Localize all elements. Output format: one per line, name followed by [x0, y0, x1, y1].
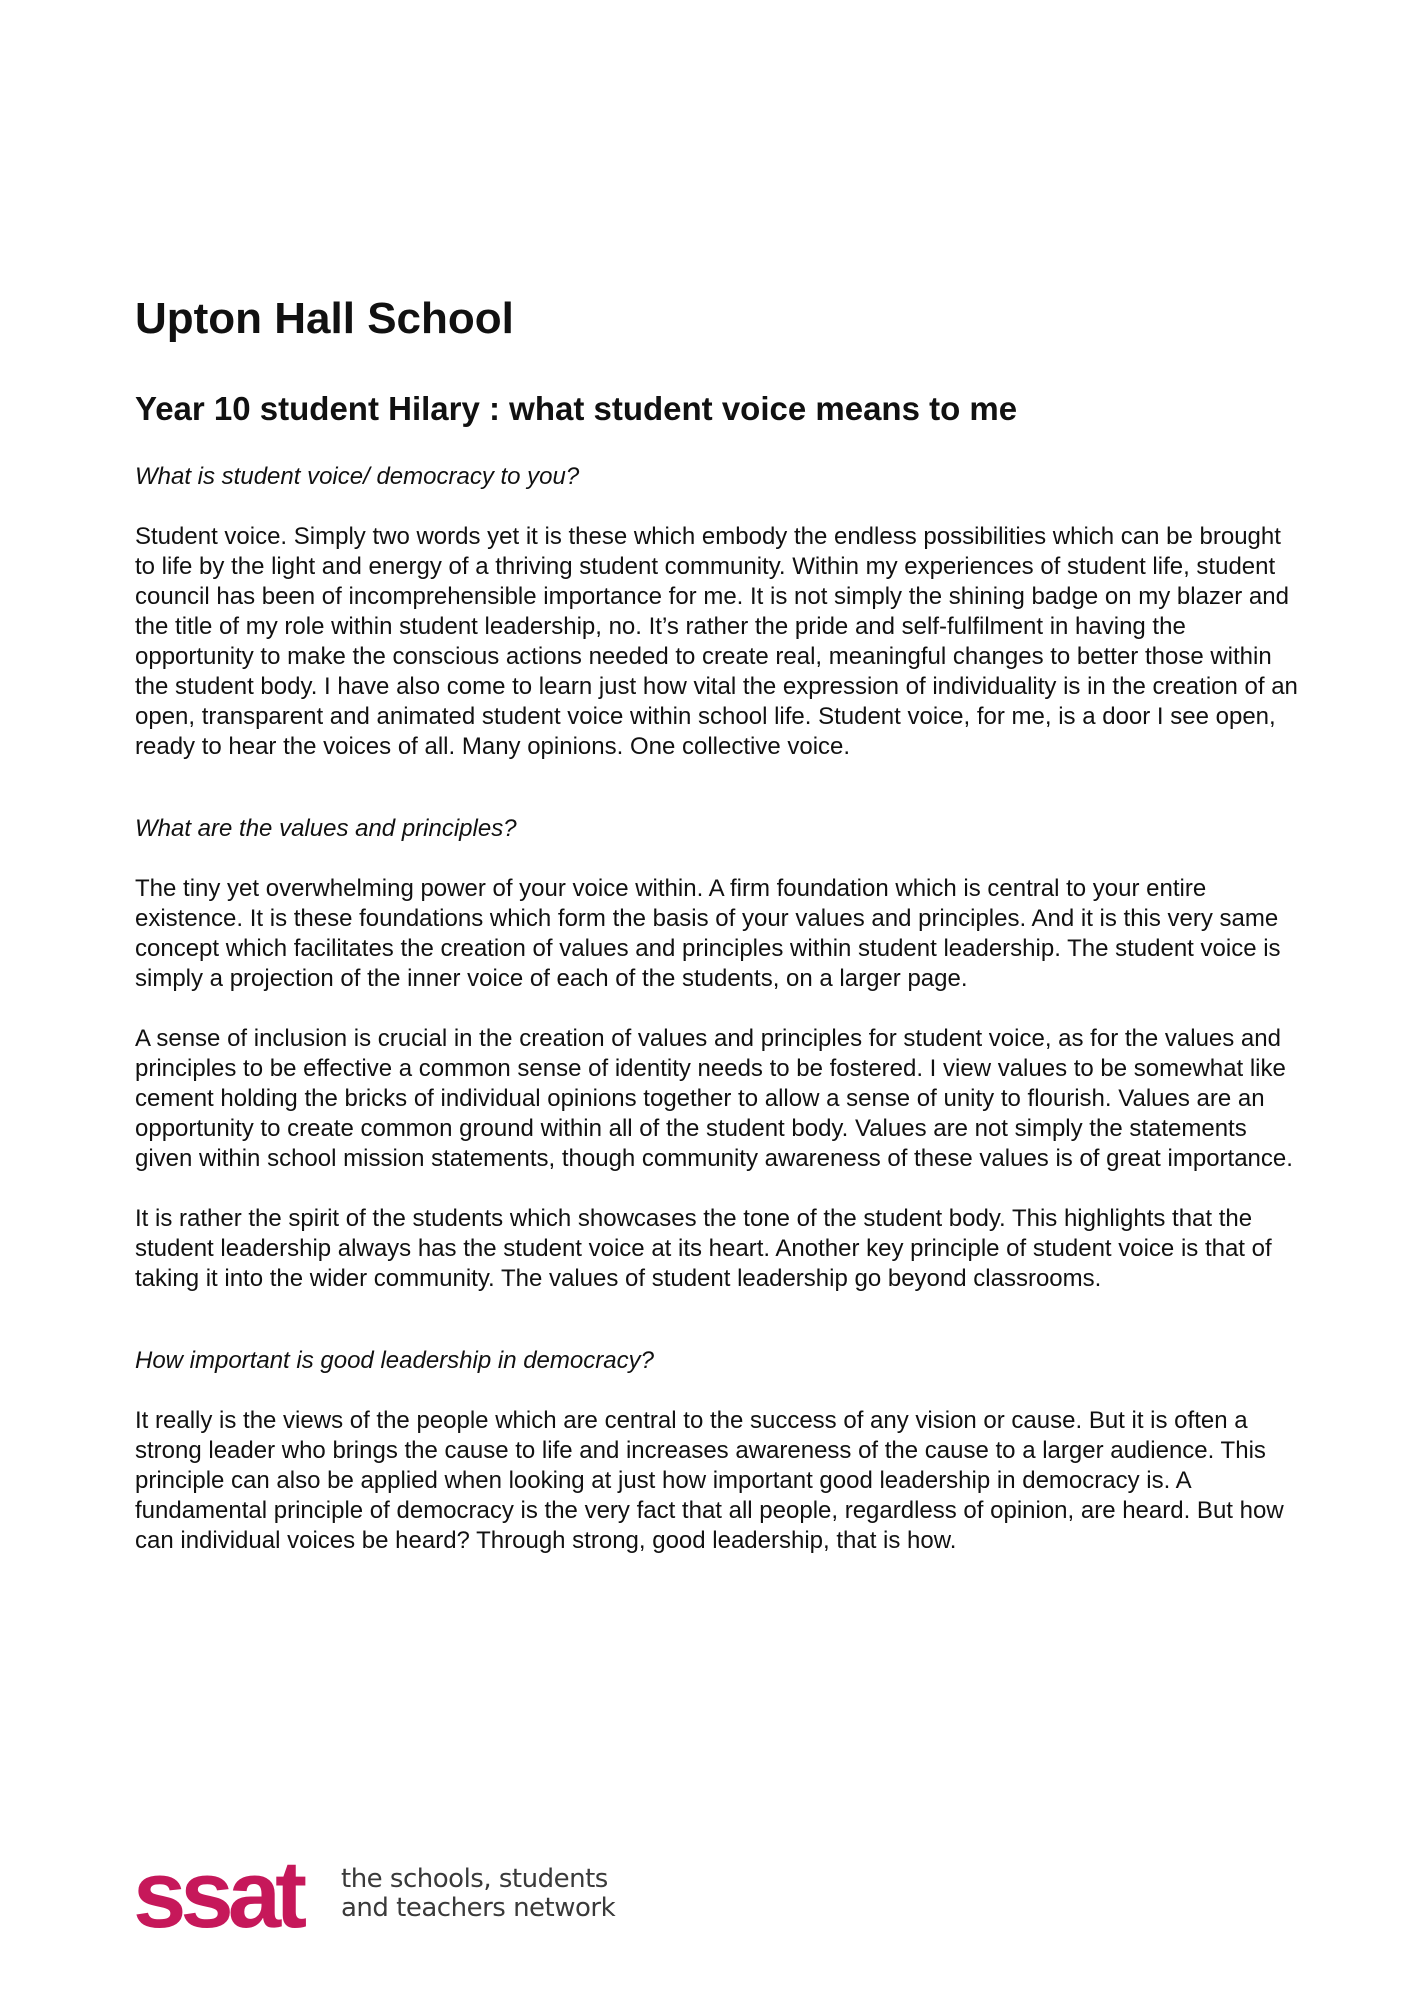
ssat-logo-mark: ssat [133, 1841, 302, 1948]
section-paragraph: Student voice. Simply two words yet it is these which embody the endless possibilities which can be brought to life by the light and energy of a thriving student community. Within my experiences of student life, student council has been of incomprehensible importance for me. It is not simply the shining badge on my blazer and the title of my role within student leadership, no. It’s rather the pride and self-fulfilment in having the opportunity to make the conscious actions needed to create real, meaningful changes to better those within the student body. I have also come to learn just how vital the expression of individuality is in the creation of an open, transparent and animated student voice within school life. Student voice, for me, is a door I see open, ready to hear the voices of all. Many opinions. One collective voice. [135, 523, 1298, 760]
section-question: How important is good leadership in democracy? [135, 1347, 654, 1374]
page-title: Upton Hall School [135, 294, 514, 343]
section-paragraph: A sense of inclusion is crucial in the creation of values and principles for student voice, as for the values and principles to be effective a common sense of identity needs to be fostered. I view values to be somewhat like cement holding the bricks of individual opinions together to allow a sense of unity to flourish. Values are an opportunity to create common ground within all of the student body. Values are not simply the statements given within school mission statements, though community awareness of these values is of great importance. [135, 1025, 1293, 1172]
section-question: What are the values and principles? [135, 815, 517, 842]
section-paragraph: It really is the views of the people which are central to the success of any vision or cause. But it is often a strong leader who brings the cause to life and increases awareness of the cause to a larger audience. This principle can also be applied when looking at just how important good leadership in democracy is. A fundamental principle of democracy is the very fact that all people, regardless of opinion, are heard. But how can individual voices be heard? Through strong, good leadership, that is how. [135, 1407, 1284, 1554]
section-paragraph: It is rather the spirit of the students which showcases the tone of the student body. This highlights that the student leadership always has the student voice at its heart. Another key principle of student voice is that of taking it into the wider community. The values of student leadership go beyond classrooms. [135, 1205, 1272, 1292]
section-paragraph: The tiny yet overwhelming power of your voice within. A firm foundation which is central to your entire existence. It is these foundations which form the basis of your values and principles. And it is this very same concept which facilitates the creation of values and principles within student leadership. The student voice is simply a projection of the inner voice of each of the students, on a larger page. [135, 875, 1281, 992]
ssat-tagline-line1: the schools, students [341, 1864, 608, 1894]
section-question: What is student voice/ democracy to you? [135, 463, 580, 490]
ssat-logo [133, 1841, 653, 1948]
page-subtitle: Year 10 student Hilary : what student voice means to me [135, 390, 1018, 427]
ssat-tagline [341, 1865, 615, 1923]
document-body [135, 290, 1298, 1556]
ssat-tagline-line2: and teachers network [341, 1893, 616, 1923]
